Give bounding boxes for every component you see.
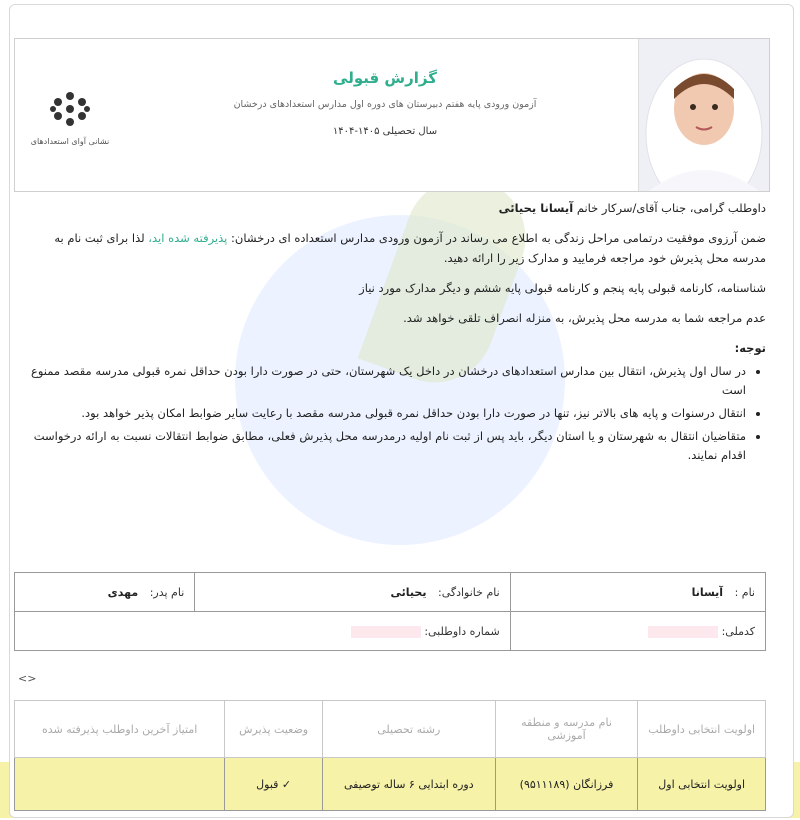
accepted-phrase: پذیرفته شده اید، [148, 231, 228, 245]
info-row [15, 573, 766, 612]
note-item: • انتقال درسنوات و پایه های بالاتر نیز، تنها در صورت دارا بودن حداقل نمره قبولی مدرسه مقصد با رعایت سایر ضوابط امکان پذیر خواهد بود. [24, 404, 746, 423]
header-school: نام مدرسه و منطقه آموزشی [495, 701, 638, 758]
father-cell [15, 573, 195, 612]
candidate-number-cell [15, 612, 511, 651]
header-status: وضعیت پذیرش [225, 701, 323, 758]
warning-paragraph: عدم مراجعه شما به مدرسه محل پذیرش، به منزله انصراف تلقی خواهد شد. [403, 311, 766, 325]
header-field: رشته تحصیلی [322, 701, 495, 758]
greeting-prefix: داوطلب گرامی، جناب آقای/سرکار خانم [576, 201, 766, 215]
choices-header-row [15, 701, 766, 758]
choice-field: دوره ابتدایی ۶ ساله توصیفی [322, 758, 495, 811]
candidate-number-redacted [351, 626, 421, 638]
choice-status: ✓ قبول [225, 758, 323, 811]
photo-image [639, 39, 769, 191]
national-id-label: کدملی: [721, 624, 755, 638]
documents-paragraph: شناسنامه، کارنامه قبولی پایه پنجم و کارنامه قبولی پایه ششم و دیگر مدارک مورد نیاز [359, 281, 766, 295]
flower-logo-icon [45, 89, 95, 129]
info-row [15, 612, 766, 651]
choice-school: فرزانگان (۹۵۱۱۱۸۹) [495, 758, 638, 811]
acceptance-text-b: لذا برای ثبت نام به مدرسه محل پذیرش خود مراجعه فرمایید و مدارک زیر را ارائه دهید. [54, 231, 766, 265]
choices-table [14, 700, 766, 811]
notes-list [24, 362, 766, 465]
candidate-photo [638, 39, 769, 191]
father-value: مهدی [107, 585, 139, 599]
expand-arrow-icon[interactable]: <> [18, 672, 37, 685]
candidate-number-label: شماره داوطلبی: [424, 624, 500, 638]
greeting [24, 198, 766, 218]
national-id-redacted [648, 626, 718, 638]
national-id-cell [510, 612, 765, 651]
title-block [155, 39, 615, 191]
note-item: • متقاضیان انتقال به شهرستان و یا استان دیگر، باید پس از ثبت نام اولیه درمدرسه محل پذیرش فعلی، مطابق ضوابط انتقالات نسبت به ارائه درخواست اقدام نمایند. [24, 427, 746, 465]
letter-body [24, 198, 766, 469]
father-label: نام پدر: [149, 585, 185, 599]
logo-text: نشانی آوای استعدادهای [30, 137, 110, 146]
organization-logo [25, 89, 115, 159]
choice-last-score [15, 758, 225, 811]
academic-year: سال تحصیلی ۱۴۰۵-۱۴۰۴ [332, 126, 438, 137]
name-label: نام : [734, 585, 755, 599]
name-value: آیسانا [691, 585, 724, 599]
acceptance-paragraph [24, 228, 766, 268]
report-header [14, 38, 770, 192]
header-last-score: امتیاز آخرین داوطلب پذیرفته شده [15, 701, 225, 758]
note-title: توجه: [734, 341, 766, 355]
family-value: یحیائی [390, 585, 427, 599]
header-priority: اولویت انتخابی داوطلب [638, 701, 766, 758]
candidate-info-table [14, 572, 766, 651]
acceptance-text-a: ضمن آرزوی موفقیت درتمامی مراحل زندگی به اطلاع می رساند در آزمون ورودی مدارس استعداده ای درخشان: [231, 231, 766, 245]
name-cell [510, 573, 765, 612]
family-cell [195, 573, 510, 612]
family-label: نام خانوادگی: [437, 585, 500, 599]
greeting-name: آیسانا یحیائی [498, 201, 574, 215]
report-subtitle: آزمون ورودی پایه هفتم دبیرستان های دوره اول مدارس استعدادهای درخشان [233, 99, 537, 110]
choice-row [15, 758, 766, 811]
note-item: • در سال اول پذیرش، انتقال بین مدارس استعدادهای درخشان در داخل یک شهرستان، حتی در صورت دارا بودن حداقل نمره قبولی مدرسه مقصد ممنوع است [24, 362, 746, 400]
report-title: گزارش قبولی [333, 69, 437, 87]
choice-priority: اولویت انتخابی اول [638, 758, 766, 811]
